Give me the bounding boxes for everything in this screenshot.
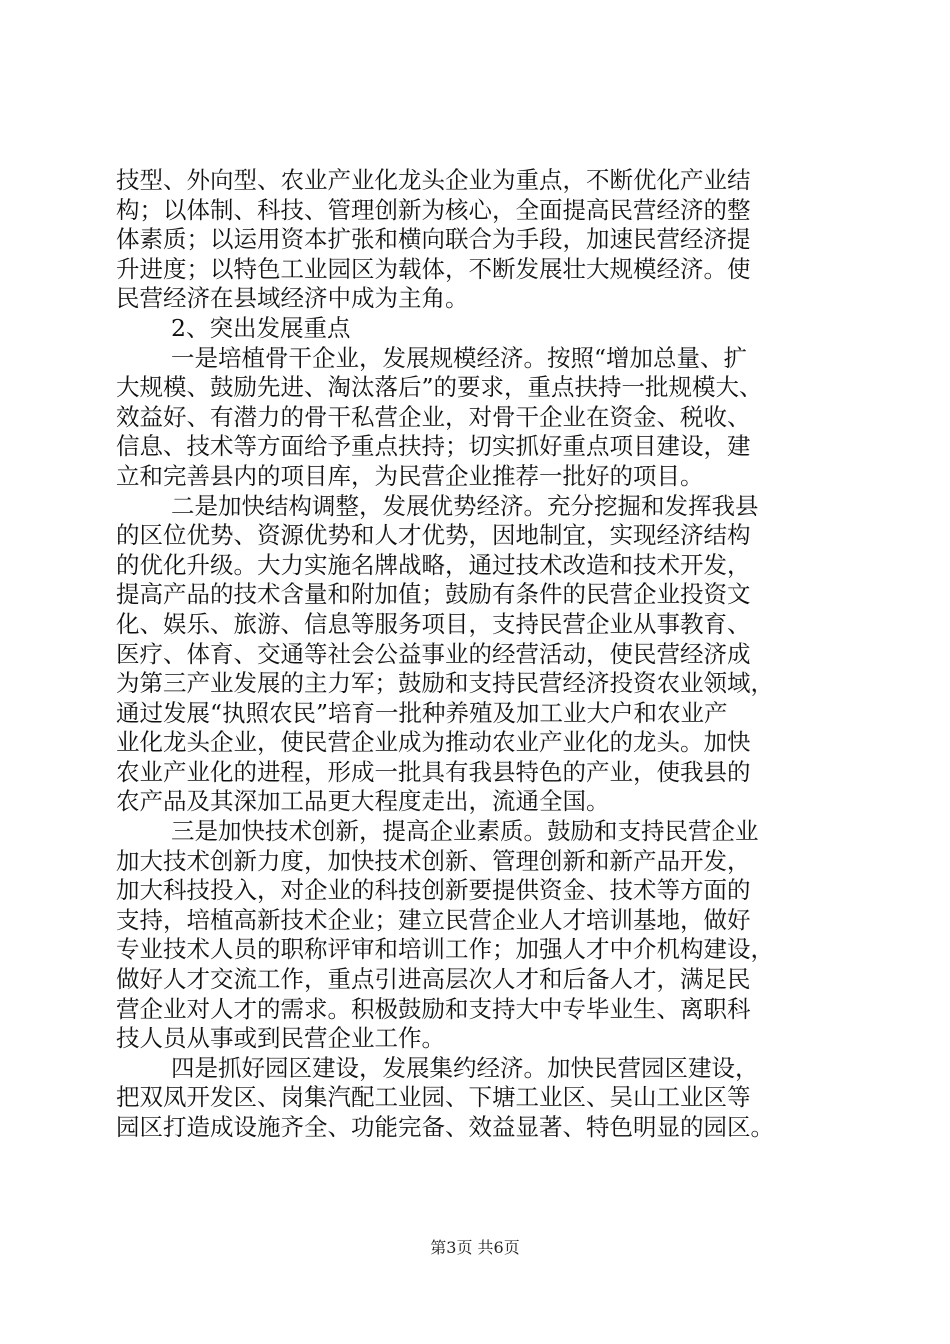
text-line: 效益好、有潜力的骨干私营企业，对骨干企业在资金、税收、 xyxy=(116,402,751,431)
text-line: 信息、技术等方面给予重点扶持；切实抓好重点项目建设，建 xyxy=(116,432,751,461)
text-line: 二是加快结构调整，发展优势经济。充分挖掘和发挥我县 xyxy=(171,491,759,520)
text-line: 立和完善县内的项目库，为民营企业推荐一批好的项目。 xyxy=(116,461,704,490)
text-line: 加大技术创新力度，加快技术创新、管理创新和新产品开发， xyxy=(116,846,751,875)
text-line: 化、娱乐、旅游、信息等服务项目，支持民营企业从事教育、 xyxy=(116,609,751,638)
text-line: 民营经济在县域经济中成为主角。 xyxy=(116,284,469,313)
text-line: 升进度；以特色工业园区为载体，不断发展壮大规模经济。使 xyxy=(116,254,751,283)
text-line: 体素质；以运用资本扩张和横向联合为手段，加速民营经济提 xyxy=(116,225,751,254)
text-line: 支持，培植高新技术企业；建立民营企业人才培训基地，做好 xyxy=(116,905,751,934)
text-line: 为第三产业发展的主力军；鼓励和支持民营经济投资农业领域， xyxy=(116,669,774,698)
text-line: 通过发展“执照农民”培育一批种养殖及加工业大户和农业产 xyxy=(116,698,728,727)
document-body xyxy=(116,166,836,1143)
text-line: 农业产业化的进程，形成一批具有我县特色的产业，使我县的 xyxy=(116,757,751,786)
text-line: 营企业对人才的需求。积极鼓励和支持大中专毕业生、离职科 xyxy=(116,994,751,1023)
text-line: 农产品及其深加工品更大程度走出，流通全国。 xyxy=(116,787,610,816)
text-line: 构；以体制、科技、管理创新为核心，全面提高民营经济的整 xyxy=(116,195,751,224)
text-line: 加大科技投入，对企业的科技创新要提供资金、技术等方面的 xyxy=(116,876,751,905)
text-line: 提高产品的技术含量和附加值；鼓励有条件的民营企业投资文 xyxy=(116,580,751,609)
text-line: 园区打造成设施齐全、功能完备、效益显著、特色明显的园区。 xyxy=(116,1113,774,1141)
text-line: 做好人才交流工作，重点引进高层次人才和后备人才，满足民 xyxy=(116,965,751,994)
text-line: 的优化升级。大力实施名牌战略，通过技术改造和技术开发， xyxy=(116,550,751,579)
text-line: 技人员从事或到民营企业工作。 xyxy=(116,1024,445,1053)
text-line: 2、突出发展重点 xyxy=(171,313,351,342)
text-line: 业化龙头企业，使民营企业成为推动农业产业化的龙头。加快 xyxy=(116,728,751,757)
text-line: 技型、外向型、农业产业化龙头企业为重点，不断优化产业结 xyxy=(116,166,751,194)
text-line: 的区位优势、资源优势和人才优势，因地制宜，实现经济结构 xyxy=(116,521,751,550)
text-line: 三是加快技术创新，提高企业素质。鼓励和支持民营企业 xyxy=(171,817,759,846)
text-line: 大规模、鼓励先进、淘汰落后”的要求，重点扶持一批规模大、 xyxy=(116,373,763,402)
text-line: 四是抓好园区建设，发展集约经济。加快民营园区建设， xyxy=(171,1053,759,1082)
text-line: 把双凤开发区、岗集汽配工业园、下塘工业区、吴山工业区等 xyxy=(116,1083,751,1112)
text-line: 一是培植骨干企业，发展规模经济。按照“增加总量、扩 xyxy=(171,343,748,372)
text-line: 专业技术人员的职称评审和培训工作；加强人才中介机构建设， xyxy=(116,935,774,964)
page-footer: 第3页 共6页 xyxy=(430,1238,520,1257)
text-line: 医疗、体育、交通等社会公益事业的经营活动，使民营经济成 xyxy=(116,639,751,668)
